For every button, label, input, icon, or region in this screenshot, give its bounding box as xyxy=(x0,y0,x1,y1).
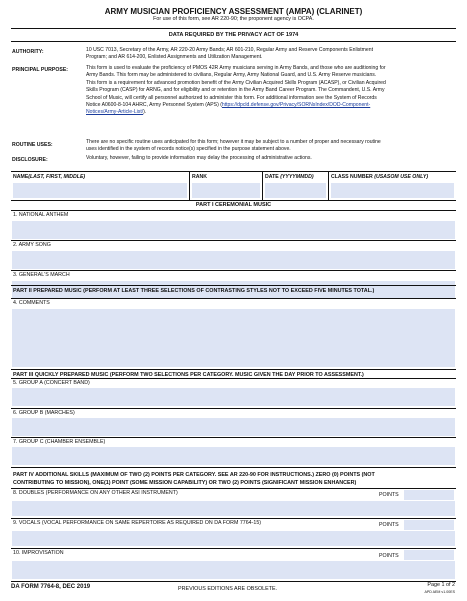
vocals-points-label: POINTS xyxy=(379,522,399,528)
class-number-label: CLASS NUMBER (USASOM USE ONLY) xyxy=(331,174,429,180)
group-c-label: 7. GROUP C (CHAMBER ENSEMBLE) xyxy=(13,439,106,445)
purpose-line-6 xyxy=(86,102,454,109)
group-a-label: 5. GROUP A (CONCERT BAND) xyxy=(13,380,90,386)
vocals-points-field[interactable] xyxy=(404,520,454,530)
purpose-line-7 xyxy=(86,109,454,116)
sorn-link-part-1[interactable]: https://dpcld.defense.gov/Privacy/SORNsIndex/DOD-Component- xyxy=(221,102,371,109)
doubles-section xyxy=(11,488,456,517)
sorn-prefix: Notice A0600-8-104 AHRC, Army Personnel System (APS) ( xyxy=(86,102,222,109)
routine-line-2: uses identified in the system of records notice(s) specified in the purpose statement above. xyxy=(86,146,291,153)
class-number-field[interactable] xyxy=(331,183,454,198)
army-song-section xyxy=(11,240,456,270)
class-number-cell xyxy=(329,172,456,200)
routine-line-1: There are no specific routine uses anticipated for this form; however it may be subject to a number of proper and necessary routine xyxy=(86,139,381,145)
comments-label: 4. COMMENTS xyxy=(13,300,50,306)
group-a-field[interactable] xyxy=(12,388,455,406)
purpose-line-1: This form is used to evaluate the proficiency of PMOS 42R Army musicians serving in Army Bands, and those who are auditioning for xyxy=(86,65,386,71)
routine-uses-text xyxy=(86,139,454,154)
privacy-act-heading: DATA REQUIRED BY THE PRIVACY ACT OF 1974 xyxy=(11,28,456,42)
comments-section xyxy=(11,298,456,368)
improvisation-label: 10. IMPROVISATION xyxy=(13,550,64,556)
part4-header xyxy=(11,467,456,488)
improvisation-field[interactable] xyxy=(12,561,455,579)
part1-title: PART I CEREMONIAL MUSIC xyxy=(195,202,272,208)
disclosure-label: DISCLOSURE: xyxy=(12,157,48,163)
vocals-field[interactable] xyxy=(12,531,455,546)
rank-label: RANK xyxy=(192,174,207,180)
form-number: DA FORM 7764-8, DEC 2019 xyxy=(11,584,91,590)
authority-text xyxy=(86,47,454,62)
part3-title: PART III QUICKLY PREPARED MUSIC (PERFORM TWO SELECTIONS PER CATEGORY. MUSIC GIVEN THE DAY PRIOR TO ASSESSMENT.) xyxy=(13,372,364,378)
sorn-suffix: ). xyxy=(143,109,147,116)
page-number: Page 1 of 2 xyxy=(427,582,455,588)
improvisation-section xyxy=(11,548,456,580)
group-b-section xyxy=(11,408,456,437)
authority-line-2: Program; and AR 614-200, Enlisted Assignments and Utilization Management. xyxy=(86,54,263,61)
part4-title xyxy=(13,471,375,487)
footer-divider xyxy=(11,581,456,582)
rank-cell xyxy=(190,172,263,200)
doubles-label: 8. DOUBLES (PERFORMANCE ON ANY OTHER ASI INSTRUMENT) xyxy=(13,490,178,496)
obsolete-notice: PREVIOUS EDITIONS ARE OBSOLETE. xyxy=(178,586,278,592)
sorn-link-part-2[interactable]: Notices/Army-Article-List/ xyxy=(86,109,144,116)
doubles-points-label: POINTS xyxy=(379,492,399,498)
form-title: ARMY MUSICIAN PROFICIENCY ASSESSMENT (AMPA) (CLARINET) xyxy=(104,7,363,16)
purpose-label: PRINCIPAL PURPOSE: xyxy=(12,67,69,73)
army-song-field[interactable] xyxy=(12,251,455,269)
improvisation-points-field[interactable] xyxy=(404,550,454,560)
name-field[interactable] xyxy=(13,183,187,198)
purpose-line-5: School of Music, will certify all personnel authorized to administer this form. For additional information see the System of Records xyxy=(86,94,377,101)
name-label: NAME(LAST, FIRST, MIDDLE) xyxy=(13,174,86,180)
purpose-text xyxy=(86,65,454,117)
purpose-line-2: Army Bands. This form may be administered to civilians, Regular Army, Army National Guard, and U.S. Army Reserve musicians. xyxy=(86,72,377,79)
improvisation-points-label: POINTS xyxy=(379,553,399,559)
date-cell xyxy=(263,172,329,200)
date-field[interactable] xyxy=(265,183,326,198)
national-anthem-label: 1. NATIONAL ANTHEM xyxy=(13,212,69,218)
authority-line-1: 10 USC 7013, Secretary of the Army, AR 220-20 Army Bands; AR 601-210, Regular Army and Reserve Components Enlistment xyxy=(86,47,373,53)
disclosure-text: Voluntary, however, failing to provide information may delay the processing of administrative actions. xyxy=(86,155,312,161)
group-b-field[interactable] xyxy=(12,418,455,436)
doubles-field[interactable] xyxy=(12,501,455,516)
group-c-field[interactable] xyxy=(12,447,455,465)
form-subtitle: For use of this form, see AR 220-90; the proponent agency is OCPA. xyxy=(153,16,314,22)
purpose-line-4: Skills Program (CASP) for ARNG, and for eligibility and or retention in the Army Band Career Program. The Commandent, U.S. Army xyxy=(86,87,385,94)
vocals-label: 9. VOCALS (VOCAL PERFORMANCE ON SAME REPERTOIRE AS REQUIRED ON DA FORM 7764-15) xyxy=(13,520,262,526)
army-song-label: 2. ARMY SONG xyxy=(13,242,51,248)
part4-title-line-1: PART IV ADDITIONAL SKILLS (MAXIMUM OF TWO (2) POINTS PER CATEGORY. SEE AR 220-90 FOR INSTRUCTIONS.) ZERO (0) POINTS (NOT xyxy=(13,472,375,478)
doubles-points-field[interactable] xyxy=(404,490,454,500)
rank-field[interactable] xyxy=(192,183,260,198)
date-label: DATE (YYYYMMDD) xyxy=(265,174,314,180)
group-c-section xyxy=(11,437,456,466)
part4-title-line-2: CONTRIBUTING TO MISSION), ONE(1) POINT (SOME MISSION CAPABILITY) OR TWO (2) POINTS (SIGNIFICANT MISSION ENHANCER) xyxy=(13,480,357,486)
generals-march-label: 3. GENERAL'S MARCH xyxy=(13,272,70,278)
part2-title: PART II PREPARED MUSIC (PERFORM AT LEAST THREE SELECTIONS OF CONTRASTING STYLES NOT TO EXCEED FIVE MINUTES TOTAL.) xyxy=(13,288,375,294)
group-b-label: 6. GROUP B (MARCHES) xyxy=(13,410,75,416)
part2-header xyxy=(11,285,456,296)
authority-label: AUTHORITY: xyxy=(12,49,44,55)
national-anthem-section xyxy=(11,210,456,240)
comments-field[interactable] xyxy=(12,309,455,367)
group-a-section xyxy=(11,378,456,407)
form-version: APD AEM v1.00ES xyxy=(424,590,455,594)
name-cell xyxy=(11,172,190,200)
identification-row xyxy=(11,171,456,201)
vocals-section xyxy=(11,518,456,547)
routine-uses-label: ROUTINE USES: xyxy=(12,142,53,148)
national-anthem-field[interactable] xyxy=(12,221,455,239)
purpose-line-3: This form is a requirement for advanced promotion benefit of the Army Civilian Acquired Skills Program (ACASP), or Civilian Acquired xyxy=(86,79,386,86)
